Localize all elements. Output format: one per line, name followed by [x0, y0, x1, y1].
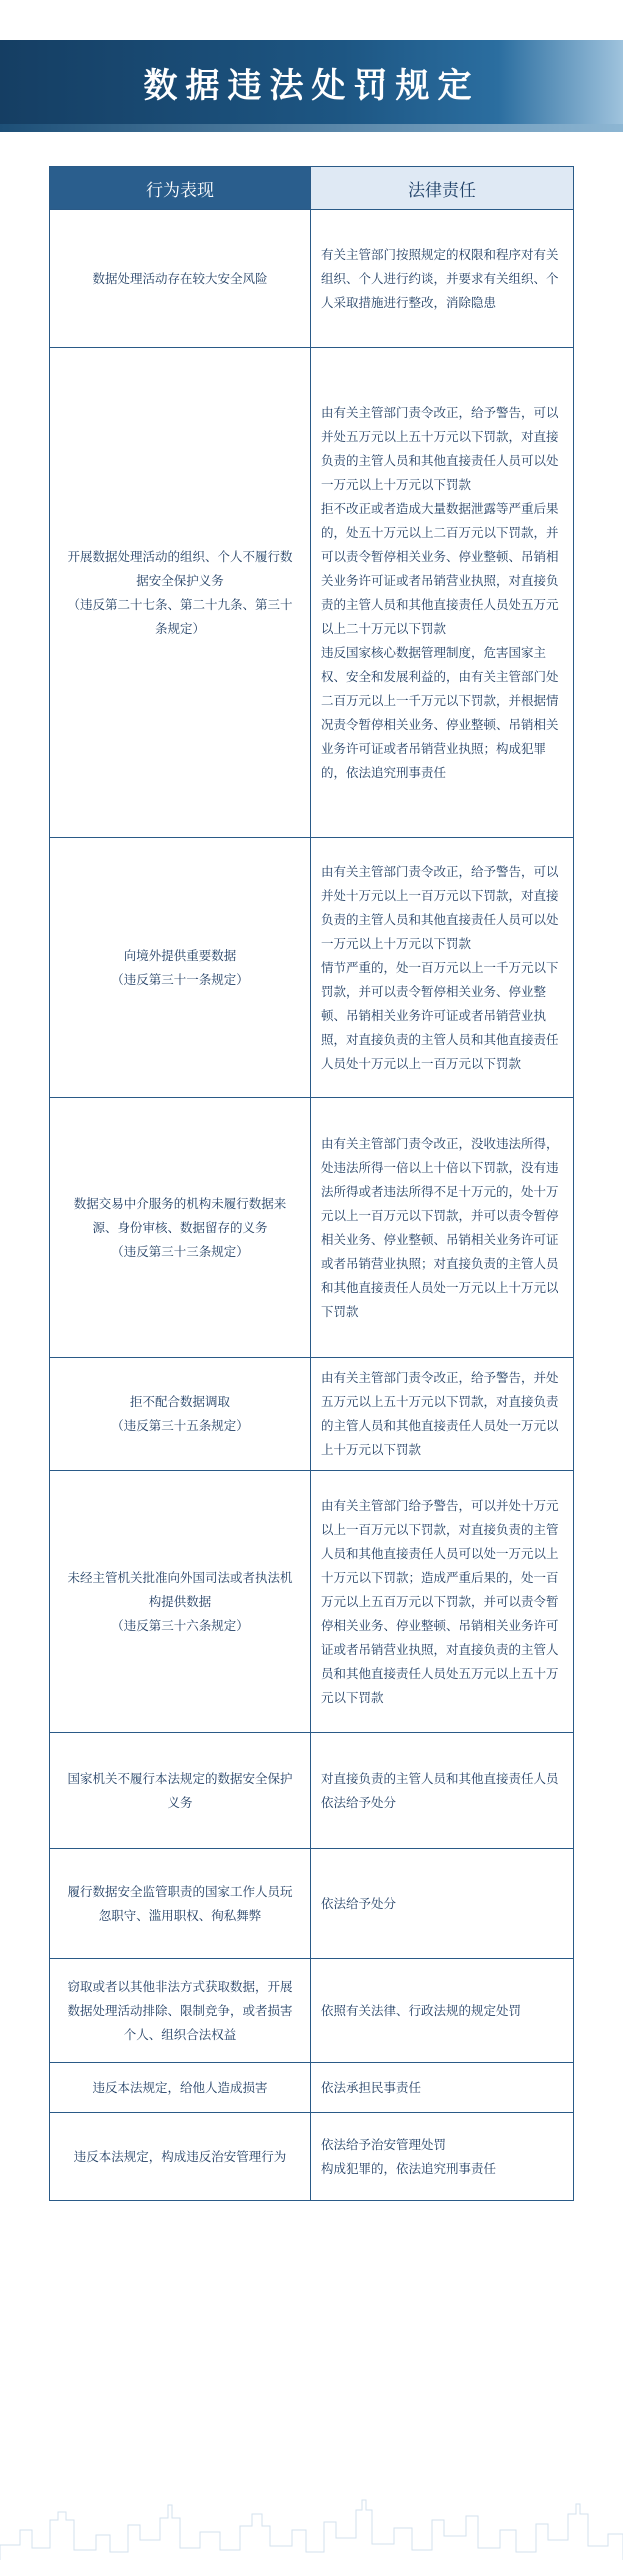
table-row [50, 1733, 574, 1849]
liability-text: 违反国家核心数据管理制度，危害国家主权、安全和发展利益的，由有关主管部门处二百万元以上一千万元以下罚款，并根据情况责令暂停相关业务、停业整顿、吊销相关业务许可证或者吊销营业执照；构成犯罪的，依法追究刑事责任 [321, 644, 559, 780]
liability-text: 依法给予治安管理处罚 [321, 2136, 447, 2152]
table-row [50, 2113, 574, 2201]
behavior-text: 向境外提供重要数据 [123, 947, 237, 963]
behavior-text: 违反本法规定，给他人造成损害 [92, 2079, 268, 2095]
behavior-cell [50, 2063, 311, 2113]
liability-text: 由有关主管部门责令改正，没收违法所得，处违法所得一倍以上十倍以下罚款，没有违法所得或者违法所得不足十万元的，处十万元以上一百万元以下罚款，并可以责令暂停相关业务、停业整顿、吊销相关业务许可证或者吊销营业执照；对直接负责的主管人员和其他直接责任人员处一万元以上十万元以下罚款 [321, 1135, 559, 1319]
liability-text: 拒不改正或者造成大量数据泄露等严重后果的，处五十万元以上二百万元以下罚款，并可以责令暂停相关业务、停业整顿、吊销相关业务许可证或者吊销营业执照，对直接负责的主管人员和其他直接责任人员处五万元以上二十万元以下罚款 [321, 500, 559, 636]
liability-text: 由有关主管部门责令改正，给予警告，可以并处五万元以上五十万元以下罚款，对直接负责的主管人员和其他直接责任人员可以处一万元以上十万元以下罚款 [321, 404, 559, 492]
liability-text: 情节严重的，处一百万元以上一千万元以下罚款，并可以责令暂停相关业务、停业整顿、吊销相关业务许可证或者吊销营业执照，对直接负责的主管人员和其他直接责任人员处十万元以上一百万元以下罚款 [321, 959, 559, 1071]
behavior-cell [50, 348, 311, 838]
behavior-cell [50, 1098, 311, 1358]
table-row [50, 838, 574, 1098]
behavior-text: （违反第三十一条规定） [111, 971, 249, 987]
header-behavior: 行为表现 [50, 167, 311, 210]
behavior-cell [50, 1471, 311, 1733]
liability-cell [311, 1471, 574, 1733]
liability-text: 对直接负责的主管人员和其他直接责任人员依法给予处分 [321, 1770, 559, 1810]
liability-text: 构成犯罪的，依法追究刑事责任 [321, 2160, 497, 2176]
behavior-text: 数据处理活动存在较大安全风险 [92, 270, 268, 286]
behavior-cell [50, 1959, 311, 2063]
liability-cell [311, 210, 574, 348]
liability-cell [311, 1849, 574, 1959]
liability-cell [311, 1733, 574, 1849]
behavior-text: 履行数据安全监管职责的国家工作人员玩忽职守、滥用职权、徇私舞弊 [67, 1883, 293, 1923]
behavior-cell [50, 838, 311, 1098]
city-skyline-decoration [0, 2490, 623, 2560]
liability-text: 依法承担民事责任 [321, 2079, 422, 2095]
banner-strip [0, 124, 623, 132]
table-row [50, 2063, 574, 2113]
behavior-text: 开展数据处理活动的组织、个人不履行数据安全保护义务 [67, 548, 293, 588]
liability-cell [311, 1098, 574, 1358]
table-row [50, 1098, 574, 1358]
liability-text: 由有关主管部门给予警告，可以并处十万元以上一百万元以下罚款，对直接负责的主管人员和其他直接责任人员可以处一万元以上十万元以下罚款；造成严重后果的，处一百万元以上五百万元以下罚款，并可以责令暂停相关业务、停业整顿、吊销相关业务许可证或者吊销营业执照，对直接负责的主管人员和其他直接责任人员处五万元以上五十万元以下罚款 [321, 1497, 559, 1705]
behavior-text: 窃取或者以其他非法方式获取数据，开展数据处理活动排除、限制竞争，或者损害个人、组织合法权益 [67, 1978, 293, 2042]
liability-text: 由有关主管部门责令改正，给予警告，可以并处十万元以上一百万元以下罚款，对直接负责的主管人员和其他直接责任人员可以处一万元以上十万元以下罚款 [321, 863, 559, 951]
behavior-text: （违反第二十七条、第二十九条、第三十条规定） [67, 596, 293, 636]
behavior-text: （违反第三十三条规定） [111, 1243, 249, 1259]
behavior-cell [50, 1849, 311, 1959]
behavior-text: （违反第三十六条规定） [111, 1617, 249, 1633]
liability-cell [311, 1358, 574, 1471]
page-title: 数据违法处罚规定 [143, 66, 480, 106]
penalty-table [49, 166, 574, 2201]
liability-text: 依照有关法律、行政法规的规定处罚 [321, 2002, 522, 2018]
liability-text: 依法给予处分 [321, 1895, 397, 1911]
table-header-row [50, 167, 574, 210]
behavior-text: 国家机关不履行本法规定的数据安全保护义务 [67, 1770, 293, 1810]
behavior-text: 违反本法规定，构成违反治安管理行为 [73, 2148, 287, 2164]
liability-text: 有关主管部门按照规定的权限和程序对有关组织、个人进行约谈，并要求有关组织、个人采取措施进行整改，消除隐患 [321, 246, 559, 310]
liability-cell [311, 348, 574, 838]
liability-cell [311, 838, 574, 1098]
liability-cell [311, 1959, 574, 2063]
behavior-text: 未经主管机关批准向外国司法或者执法机构提供数据 [67, 1569, 293, 1609]
table-row [50, 348, 574, 838]
behavior-cell [50, 210, 311, 348]
behavior-cell [50, 1358, 311, 1471]
table-row [50, 1959, 574, 2063]
table-row [50, 1471, 574, 1733]
table-row [50, 1849, 574, 1959]
behavior-cell [50, 2113, 311, 2201]
behavior-text: （违反第三十五条规定） [111, 1418, 249, 1433]
table-row [50, 1358, 574, 1471]
behavior-cell [50, 1733, 311, 1849]
behavior-text: 数据交易中介服务的机构未履行数据来源、身份审核、数据留存的义务 [73, 1195, 287, 1235]
liability-cell [311, 2063, 574, 2113]
table-row [50, 210, 574, 348]
header-liability: 法律责任 [311, 167, 574, 210]
behavior-text: 拒不配合数据调取 [129, 1394, 230, 1409]
liability-cell [311, 2113, 574, 2201]
liability-text: 由有关主管部门责令改正，给予警告，并处五万元以上五十万元以下罚款，对直接负责的主管人员和其他直接责任人员处一万元以上十万元以下罚款 [321, 1370, 559, 1457]
